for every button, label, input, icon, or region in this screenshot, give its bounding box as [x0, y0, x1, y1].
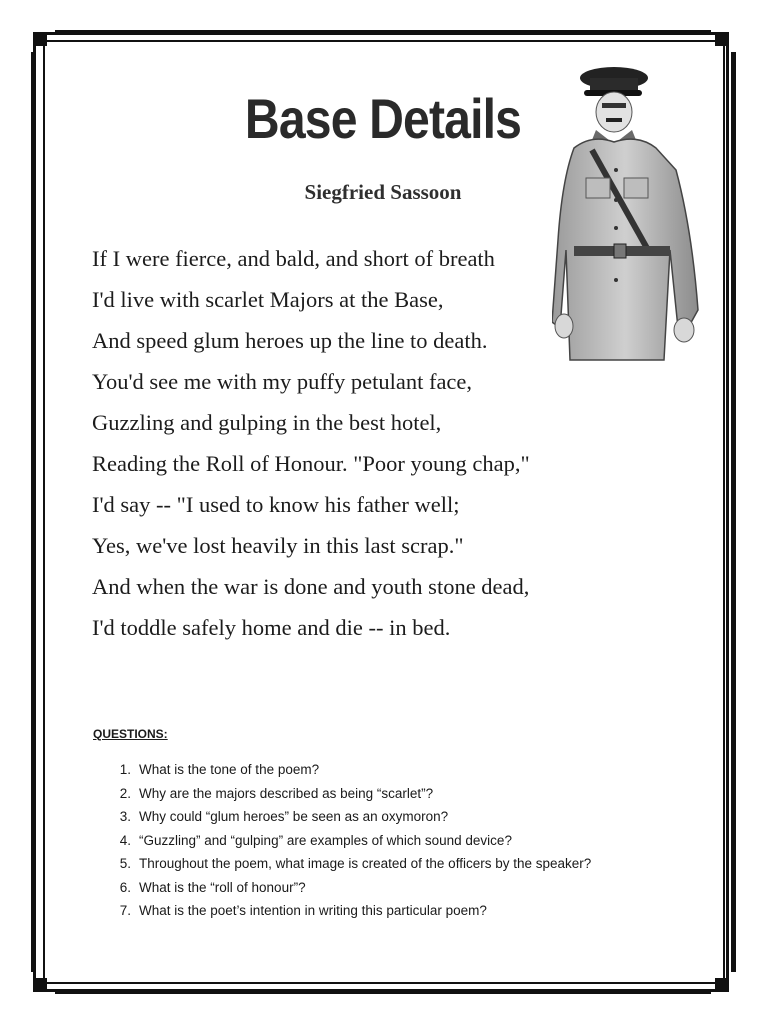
poem-line: Guzzling and gulping in the best hotel, [92, 410, 442, 435]
border-bar-left [31, 52, 36, 972]
border-bar-right [731, 52, 736, 972]
questions-heading: QUESTIONS: [93, 727, 168, 741]
question-item [93, 805, 653, 829]
question-text: Why are the majors described as being “scarlet”? [139, 785, 434, 801]
question-text: Why could “glum heroes” be seen as an oxymoron? [139, 809, 449, 824]
border-corner [33, 32, 47, 46]
questions-list [93, 758, 653, 923]
poem-line: And speed glum heroes up the line to death. [92, 328, 488, 353]
question-number: 4. [119, 832, 131, 848]
poem-line: Yes, we've lost heavily in this last scrap." [92, 533, 464, 558]
question-item [93, 876, 653, 900]
question-item [93, 782, 653, 806]
question-number: 7. [119, 903, 131, 918]
question-number: 1. [119, 762, 131, 777]
poem-line: You'd see me with my puffy petulant face, [92, 369, 473, 394]
question-text: Throughout the poem, what image is created of the officers by the speaker? [139, 856, 592, 871]
question-number: 2. [119, 785, 131, 801]
question-number: 6. [119, 879, 131, 895]
question-number: 3. [119, 809, 131, 824]
border-bar-top [55, 30, 711, 35]
question-text: What is the “roll of honour”? [139, 879, 306, 895]
poem-line: I'd toddle safely home and die -- in bed. [92, 615, 451, 640]
question-text: “Guzzling” and “gulping” are examples of which sound device? [139, 832, 512, 848]
poem-line: Reading the Roll of Honour. "Poor young chap," [92, 451, 530, 476]
page-title: Base Details [244, 87, 522, 150]
question-item [93, 852, 653, 876]
border-corner [715, 32, 729, 46]
poem-line: If I were fierce, and bald, and short of breath [92, 246, 495, 271]
question-item [93, 758, 653, 782]
question-text: What is the tone of the poem? [139, 762, 320, 777]
question-text: What is the poet’s intention in writing this particular poem? [139, 903, 487, 918]
poem-line: I'd live with scarlet Majors at the Base, [92, 287, 444, 312]
poem-line: I'd say -- "I used to know his father well; [92, 492, 460, 517]
border-corner [33, 978, 47, 992]
poem-body [92, 238, 612, 648]
question-item [93, 829, 653, 853]
author-name: Siegfried Sassoon [304, 180, 462, 204]
question-number: 5. [119, 856, 131, 871]
border-corner [715, 978, 729, 992]
border-bar-bottom [55, 989, 711, 994]
poem-line: And when the war is done and youth stone dead, [92, 574, 530, 599]
question-item [93, 899, 653, 923]
